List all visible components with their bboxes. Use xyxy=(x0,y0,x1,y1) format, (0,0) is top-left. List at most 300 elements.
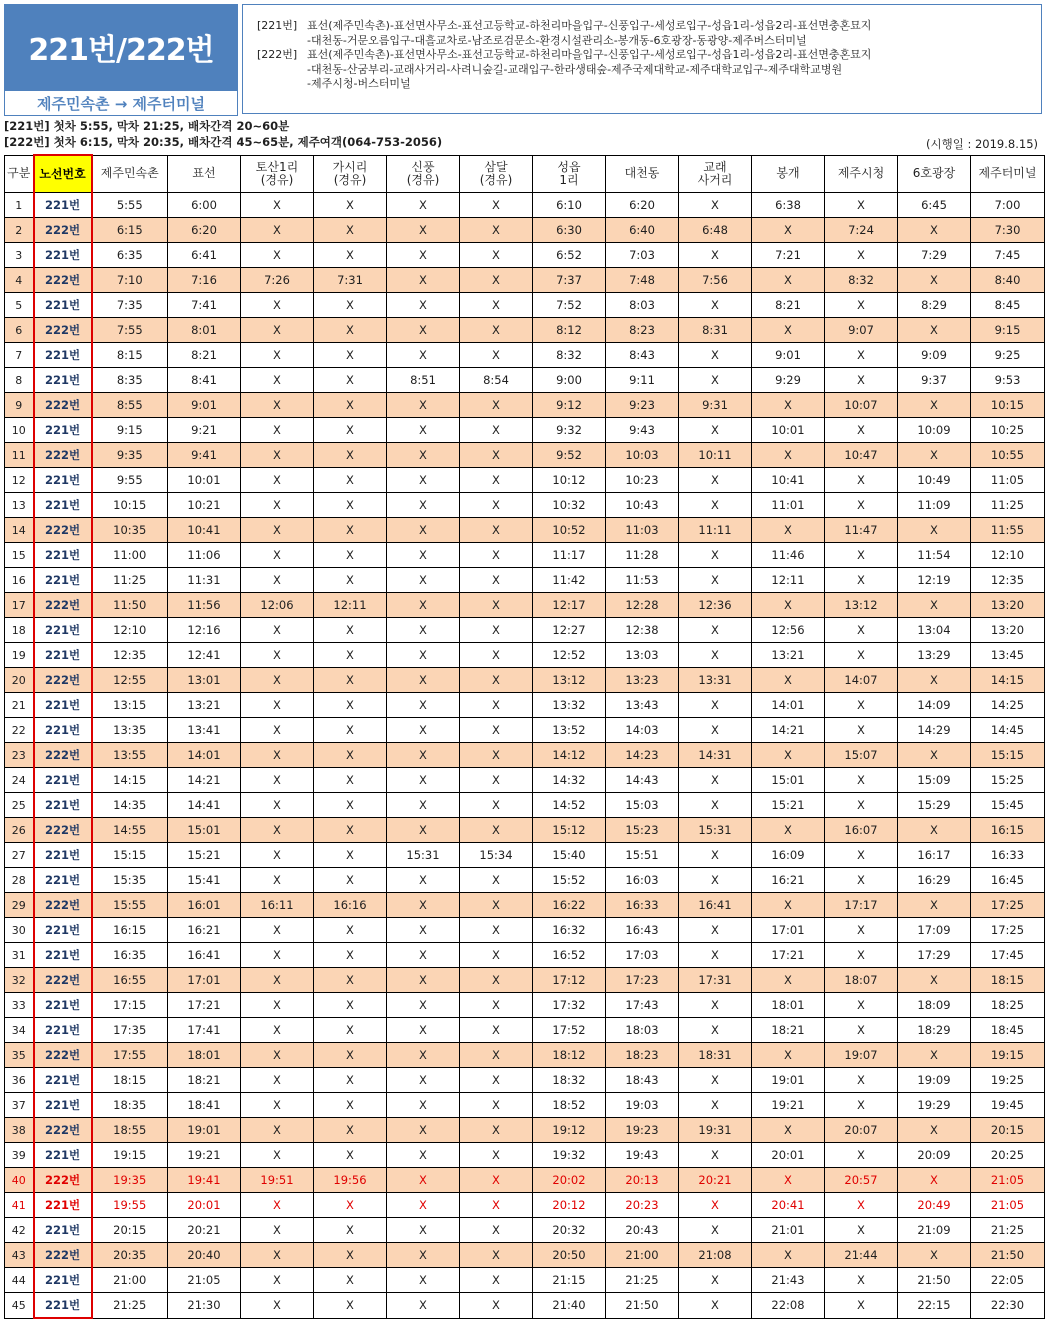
time-cell: 19:25 xyxy=(971,1068,1045,1093)
time-cell: 11:05 xyxy=(971,468,1045,493)
time-cell: X xyxy=(241,1068,314,1093)
table-row xyxy=(5,1093,1045,1118)
row-index: 41 xyxy=(5,1193,34,1218)
row-index: 40 xyxy=(5,1168,34,1193)
time-cell: X xyxy=(314,968,387,993)
time-cell: X xyxy=(314,1093,387,1118)
route-number-cell: 222번 xyxy=(34,593,92,618)
time-cell: 7:41 xyxy=(168,293,241,318)
time-cell: 8:45 xyxy=(971,293,1045,318)
time-cell: X xyxy=(898,743,971,768)
time-cell: X xyxy=(679,1293,752,1319)
time-cell: 8:03 xyxy=(606,293,679,318)
time-cell: X xyxy=(752,218,825,243)
time-cell: X xyxy=(460,618,533,643)
time-cell: X xyxy=(314,393,387,418)
time-cell: X xyxy=(314,793,387,818)
time-cell: 14:09 xyxy=(898,693,971,718)
time-cell: 15:45 xyxy=(971,793,1045,818)
time-cell: 11:54 xyxy=(898,543,971,568)
time-cell: 12:28 xyxy=(606,593,679,618)
time-cell: X xyxy=(314,418,387,443)
time-cell: X xyxy=(898,393,971,418)
time-cell: 17:32 xyxy=(533,993,606,1018)
time-cell: 7:21 xyxy=(752,243,825,268)
time-cell: 6:20 xyxy=(168,218,241,243)
time-cell: X xyxy=(314,768,387,793)
time-cell: 13:15 xyxy=(92,693,168,718)
time-cell: 20:13 xyxy=(606,1168,679,1193)
time-cell: 17:29 xyxy=(898,943,971,968)
time-cell: 17:21 xyxy=(752,943,825,968)
time-cell: X xyxy=(241,993,314,1018)
time-cell: X xyxy=(460,418,533,443)
time-cell: X xyxy=(460,493,533,518)
time-cell: 12:52 xyxy=(533,643,606,668)
time-cell: X xyxy=(825,468,898,493)
time-cell: 11:50 xyxy=(92,593,168,618)
time-cell: X xyxy=(241,768,314,793)
route-number-cell: 222번 xyxy=(34,1118,92,1143)
time-cell: X xyxy=(898,1168,971,1193)
time-cell: 20:25 xyxy=(971,1143,1045,1168)
time-cell: X xyxy=(898,593,971,618)
time-cell: 13:55 xyxy=(92,743,168,768)
time-cell: 6:20 xyxy=(606,193,679,218)
time-cell: 8:29 xyxy=(898,293,971,318)
time-cell: 11:17 xyxy=(533,543,606,568)
time-cell: 8:21 xyxy=(752,293,825,318)
time-cell: 18:23 xyxy=(606,1043,679,1068)
time-cell: X xyxy=(314,993,387,1018)
time-cell: X xyxy=(387,318,460,343)
time-cell: 19:01 xyxy=(168,1118,241,1143)
route-number-cell: 221번 xyxy=(34,643,92,668)
time-cell: X xyxy=(241,193,314,218)
route-number-cell: 222번 xyxy=(34,518,92,543)
time-cell: 15:41 xyxy=(168,868,241,893)
time-cell: 6:41 xyxy=(168,243,241,268)
table-row xyxy=(5,893,1045,918)
column-header: 표선 xyxy=(168,155,241,193)
time-cell: 8:12 xyxy=(533,318,606,343)
time-cell: 16:55 xyxy=(92,968,168,993)
time-cell: X xyxy=(241,1218,314,1243)
time-cell: X xyxy=(387,468,460,493)
time-cell: 16:11 xyxy=(241,893,314,918)
time-cell: 21:50 xyxy=(898,1268,971,1293)
table-row xyxy=(5,1118,1045,1143)
time-cell: X xyxy=(241,1268,314,1293)
table-row xyxy=(5,643,1045,668)
time-cell: X xyxy=(679,943,752,968)
route-number-cell: 222번 xyxy=(34,1168,92,1193)
time-cell: 21:09 xyxy=(898,1218,971,1243)
row-index: 19 xyxy=(5,643,34,668)
time-cell: 11:47 xyxy=(825,518,898,543)
table-row xyxy=(5,193,1045,218)
time-cell: X xyxy=(679,693,752,718)
time-cell: X xyxy=(241,243,314,268)
time-cell: 8:40 xyxy=(971,268,1045,293)
time-cell: X xyxy=(314,1218,387,1243)
time-cell: 14:55 xyxy=(92,818,168,843)
time-cell: X xyxy=(825,643,898,668)
time-cell: 21:05 xyxy=(971,1168,1045,1193)
time-cell: 20:12 xyxy=(533,1193,606,1218)
route-number-cell: 222번 xyxy=(34,268,92,293)
route-number-cell: 222번 xyxy=(34,393,92,418)
time-cell: 20:41 xyxy=(752,1193,825,1218)
time-cell: X xyxy=(752,968,825,993)
time-cell: 12:35 xyxy=(92,643,168,668)
route-path-line: -대천동-거문오름입구-대흘교차로-남조로검문소-환경시설관리소-봉개동-6호광장-동광양-제주버스터미널 xyxy=(307,33,807,47)
time-cell: 7:55 xyxy=(92,318,168,343)
route-path-line: -제주시청-버스터미널 xyxy=(307,77,411,90)
time-cell: 17:25 xyxy=(971,893,1045,918)
table-row xyxy=(5,918,1045,943)
time-cell: 20:57 xyxy=(825,1168,898,1193)
route-number-cell: 222번 xyxy=(34,893,92,918)
time-cell: 7:00 xyxy=(971,193,1045,218)
row-index: 10 xyxy=(5,418,34,443)
time-cell: 12:11 xyxy=(752,568,825,593)
time-cell: 21:00 xyxy=(92,1268,168,1293)
route-number-cell: 221번 xyxy=(34,768,92,793)
time-cell: 16:21 xyxy=(168,918,241,943)
time-cell: X xyxy=(825,293,898,318)
time-cell: 11:46 xyxy=(752,543,825,568)
table-row xyxy=(5,493,1045,518)
route-number-cell: 221번 xyxy=(34,718,92,743)
table-row xyxy=(5,693,1045,718)
time-cell: 7:16 xyxy=(168,268,241,293)
time-cell: 10:55 xyxy=(971,443,1045,468)
time-cell: 14:43 xyxy=(606,768,679,793)
time-cell: X xyxy=(460,1068,533,1093)
time-cell: X xyxy=(314,943,387,968)
time-cell: X xyxy=(387,918,460,943)
time-cell: 15:01 xyxy=(752,768,825,793)
time-cell: 18:09 xyxy=(898,993,971,1018)
route-number-cell: 221번 xyxy=(34,1218,92,1243)
row-index: 6 xyxy=(5,318,34,343)
table-row xyxy=(5,993,1045,1018)
time-cell: X xyxy=(387,743,460,768)
time-cell: 13:03 xyxy=(606,643,679,668)
time-cell: 7:30 xyxy=(971,218,1045,243)
table-row xyxy=(5,1243,1045,1268)
time-cell: 16:15 xyxy=(971,818,1045,843)
time-cell: X xyxy=(679,843,752,868)
time-cell: 18:07 xyxy=(825,968,898,993)
time-cell: X xyxy=(898,268,971,293)
time-cell: 8:01 xyxy=(168,318,241,343)
time-cell: 16:33 xyxy=(606,893,679,918)
time-cell: 16:15 xyxy=(92,918,168,943)
time-cell: 13:12 xyxy=(533,668,606,693)
time-cell: X xyxy=(387,1193,460,1218)
time-cell: 20:49 xyxy=(898,1193,971,1218)
time-cell: X xyxy=(460,243,533,268)
time-cell: X xyxy=(825,1068,898,1093)
time-cell: 9:00 xyxy=(533,368,606,393)
time-cell: X xyxy=(898,668,971,693)
route-path-line: -대천동-산굼부리-교래사거리-사려니숲길-교래입구-한라생태숲-제주국제대학교-제주대학교입구-제주대학교병원 xyxy=(307,62,843,76)
time-cell: 19:23 xyxy=(606,1118,679,1143)
table-row xyxy=(5,768,1045,793)
time-cell: 12:35 xyxy=(971,568,1045,593)
time-cell: 12:11 xyxy=(314,593,387,618)
time-cell: X xyxy=(387,968,460,993)
schedule-info xyxy=(4,118,1042,150)
time-cell: 19:43 xyxy=(606,1143,679,1168)
row-index: 18 xyxy=(5,618,34,643)
time-cell: X xyxy=(241,468,314,493)
time-cell: X xyxy=(314,193,387,218)
time-cell: 15:52 xyxy=(533,868,606,893)
row-index: 7 xyxy=(5,343,34,368)
time-cell: X xyxy=(825,368,898,393)
time-cell: X xyxy=(679,1143,752,1168)
time-cell: X xyxy=(241,1018,314,1043)
route-number-cell: 222번 xyxy=(34,218,92,243)
route-number-cell: 221번 xyxy=(34,1143,92,1168)
time-cell: 20:01 xyxy=(168,1193,241,1218)
time-cell: X xyxy=(387,1093,460,1118)
time-cell: X xyxy=(241,1243,314,1268)
table-row xyxy=(5,318,1045,343)
time-cell: X xyxy=(314,743,387,768)
time-cell: 10:35 xyxy=(92,518,168,543)
table-row xyxy=(5,1018,1045,1043)
time-cell: 19:03 xyxy=(606,1093,679,1118)
table-row xyxy=(5,1218,1045,1243)
time-cell: 16:16 xyxy=(314,893,387,918)
time-cell: 18:45 xyxy=(971,1018,1045,1043)
column-header: 성읍 1리 xyxy=(533,155,606,193)
time-cell: X xyxy=(898,518,971,543)
time-cell: X xyxy=(387,1218,460,1243)
time-cell: 16:33 xyxy=(971,843,1045,868)
time-cell: X xyxy=(387,993,460,1018)
time-cell: 7:35 xyxy=(92,293,168,318)
time-cell: 6:30 xyxy=(533,218,606,243)
time-cell: 10:15 xyxy=(971,393,1045,418)
time-cell: 10:52 xyxy=(533,518,606,543)
time-cell: X xyxy=(241,543,314,568)
time-cell: X xyxy=(241,818,314,843)
time-cell: 18:52 xyxy=(533,1093,606,1118)
time-cell: 20:09 xyxy=(898,1143,971,1168)
time-cell: X xyxy=(679,643,752,668)
time-cell: X xyxy=(460,1268,533,1293)
row-index: 13 xyxy=(5,493,34,518)
time-cell: 18:01 xyxy=(752,993,825,1018)
time-cell: X xyxy=(898,318,971,343)
time-cell: 9:35 xyxy=(92,443,168,468)
time-cell: X xyxy=(460,568,533,593)
time-cell: 15:09 xyxy=(898,768,971,793)
time-cell: 14:35 xyxy=(92,793,168,818)
time-cell: X xyxy=(460,218,533,243)
time-cell: X xyxy=(752,268,825,293)
time-cell: 17:55 xyxy=(92,1043,168,1068)
table-row xyxy=(5,343,1045,368)
time-cell: 8:31 xyxy=(679,318,752,343)
time-cell: 18:15 xyxy=(971,968,1045,993)
row-index: 42 xyxy=(5,1218,34,1243)
time-cell: 18:15 xyxy=(92,1068,168,1093)
time-cell: 11:56 xyxy=(168,593,241,618)
column-header: 가시리 (경유) xyxy=(314,155,387,193)
time-cell: X xyxy=(314,1068,387,1093)
time-cell: 8:41 xyxy=(168,368,241,393)
time-cell: 15:21 xyxy=(168,843,241,868)
time-cell: 18:43 xyxy=(606,1068,679,1093)
time-cell: X xyxy=(898,893,971,918)
row-index: 45 xyxy=(5,1293,34,1319)
time-cell: 16:17 xyxy=(898,843,971,868)
time-cell: 6:40 xyxy=(606,218,679,243)
time-cell: X xyxy=(460,968,533,993)
time-cell: X xyxy=(825,843,898,868)
time-cell: X xyxy=(241,693,314,718)
time-cell: X xyxy=(241,868,314,893)
time-cell: X xyxy=(387,1168,460,1193)
time-cell: 8:32 xyxy=(533,343,606,368)
time-cell: X xyxy=(679,468,752,493)
table-row xyxy=(5,1143,1045,1168)
time-cell: X xyxy=(314,693,387,718)
time-cell: 16:41 xyxy=(168,943,241,968)
time-cell: X xyxy=(679,543,752,568)
time-cell: X xyxy=(314,1268,387,1293)
table-row xyxy=(5,593,1045,618)
table-row xyxy=(5,1293,1045,1319)
time-cell: 18:29 xyxy=(898,1018,971,1043)
time-cell: 15:15 xyxy=(971,743,1045,768)
time-cell: X xyxy=(752,518,825,543)
time-cell: X xyxy=(314,368,387,393)
row-index: 36 xyxy=(5,1068,34,1093)
time-cell: 12:16 xyxy=(168,618,241,643)
time-cell: 12:06 xyxy=(241,593,314,618)
time-cell: X xyxy=(387,268,460,293)
time-cell: 11:00 xyxy=(92,543,168,568)
time-cell: 21:05 xyxy=(168,1268,241,1293)
table-row xyxy=(5,718,1045,743)
time-cell: X xyxy=(752,443,825,468)
time-cell: X xyxy=(460,1118,533,1143)
time-cell: X xyxy=(825,193,898,218)
time-cell: X xyxy=(387,393,460,418)
row-index: 21 xyxy=(5,693,34,718)
time-cell: X xyxy=(387,868,460,893)
time-cell: 14:01 xyxy=(168,743,241,768)
time-cell: 16:22 xyxy=(533,893,606,918)
time-cell: 16:07 xyxy=(825,818,898,843)
route-tag: [221번] xyxy=(257,19,298,32)
time-cell: 12:41 xyxy=(168,643,241,668)
time-cell: X xyxy=(825,693,898,718)
time-cell: 21:50 xyxy=(971,1243,1045,1268)
route-number-cell: 221번 xyxy=(34,868,92,893)
time-cell: 19:01 xyxy=(752,1068,825,1093)
time-cell: 6:10 xyxy=(533,193,606,218)
row-index: 26 xyxy=(5,818,34,843)
row-index: 29 xyxy=(5,893,34,918)
route-number-cell: 221번 xyxy=(34,193,92,218)
timetable xyxy=(4,154,1045,1319)
time-cell: X xyxy=(241,1293,314,1319)
time-cell: X xyxy=(825,1093,898,1118)
time-cell: X xyxy=(825,768,898,793)
time-cell: 20:32 xyxy=(533,1218,606,1243)
time-cell: X xyxy=(387,343,460,368)
route-number-cell: 222번 xyxy=(34,968,92,993)
time-cell: 20:15 xyxy=(92,1218,168,1243)
time-cell: 15:07 xyxy=(825,743,898,768)
route-description xyxy=(242,4,1042,114)
time-cell: 20:02 xyxy=(533,1168,606,1193)
time-cell: X xyxy=(314,1143,387,1168)
table-row xyxy=(5,418,1045,443)
time-cell: X xyxy=(460,693,533,718)
time-cell: 17:25 xyxy=(971,918,1045,943)
time-cell: 19:09 xyxy=(898,1068,971,1093)
time-cell: X xyxy=(314,1243,387,1268)
row-index: 39 xyxy=(5,1143,34,1168)
time-cell: 10:25 xyxy=(971,418,1045,443)
time-cell: 21:43 xyxy=(752,1268,825,1293)
row-index: 33 xyxy=(5,993,34,1018)
time-cell: 14:29 xyxy=(898,718,971,743)
time-cell: 13:21 xyxy=(168,693,241,718)
time-cell: X xyxy=(387,543,460,568)
time-cell: X xyxy=(387,193,460,218)
time-cell: X xyxy=(752,1118,825,1143)
time-cell: 8:21 xyxy=(168,343,241,368)
time-cell: X xyxy=(387,1018,460,1043)
route-222-description xyxy=(257,48,1035,92)
time-cell: 10:32 xyxy=(533,493,606,518)
column-header: 토산1리 (경유) xyxy=(241,155,314,193)
route-number-cell: 221번 xyxy=(34,543,92,568)
time-cell: X xyxy=(314,1293,387,1319)
time-cell: X xyxy=(825,943,898,968)
time-cell: 9:52 xyxy=(533,443,606,468)
time-cell: 9:15 xyxy=(971,318,1045,343)
header-row xyxy=(5,155,1045,193)
table-row xyxy=(5,1268,1045,1293)
time-cell: 14:15 xyxy=(971,668,1045,693)
time-cell: X xyxy=(460,443,533,468)
time-cell: X xyxy=(314,818,387,843)
time-cell: X xyxy=(241,293,314,318)
time-cell: 12:56 xyxy=(752,618,825,643)
time-cell: 7:26 xyxy=(241,268,314,293)
time-cell: X xyxy=(241,418,314,443)
row-index: 11 xyxy=(5,443,34,468)
time-cell: 15:35 xyxy=(92,868,168,893)
table-row xyxy=(5,1168,1045,1193)
time-cell: X xyxy=(679,918,752,943)
time-cell: 8:32 xyxy=(825,268,898,293)
time-cell: 16:09 xyxy=(752,843,825,868)
route-number-cell: 221번 xyxy=(34,368,92,393)
row-index: 28 xyxy=(5,868,34,893)
